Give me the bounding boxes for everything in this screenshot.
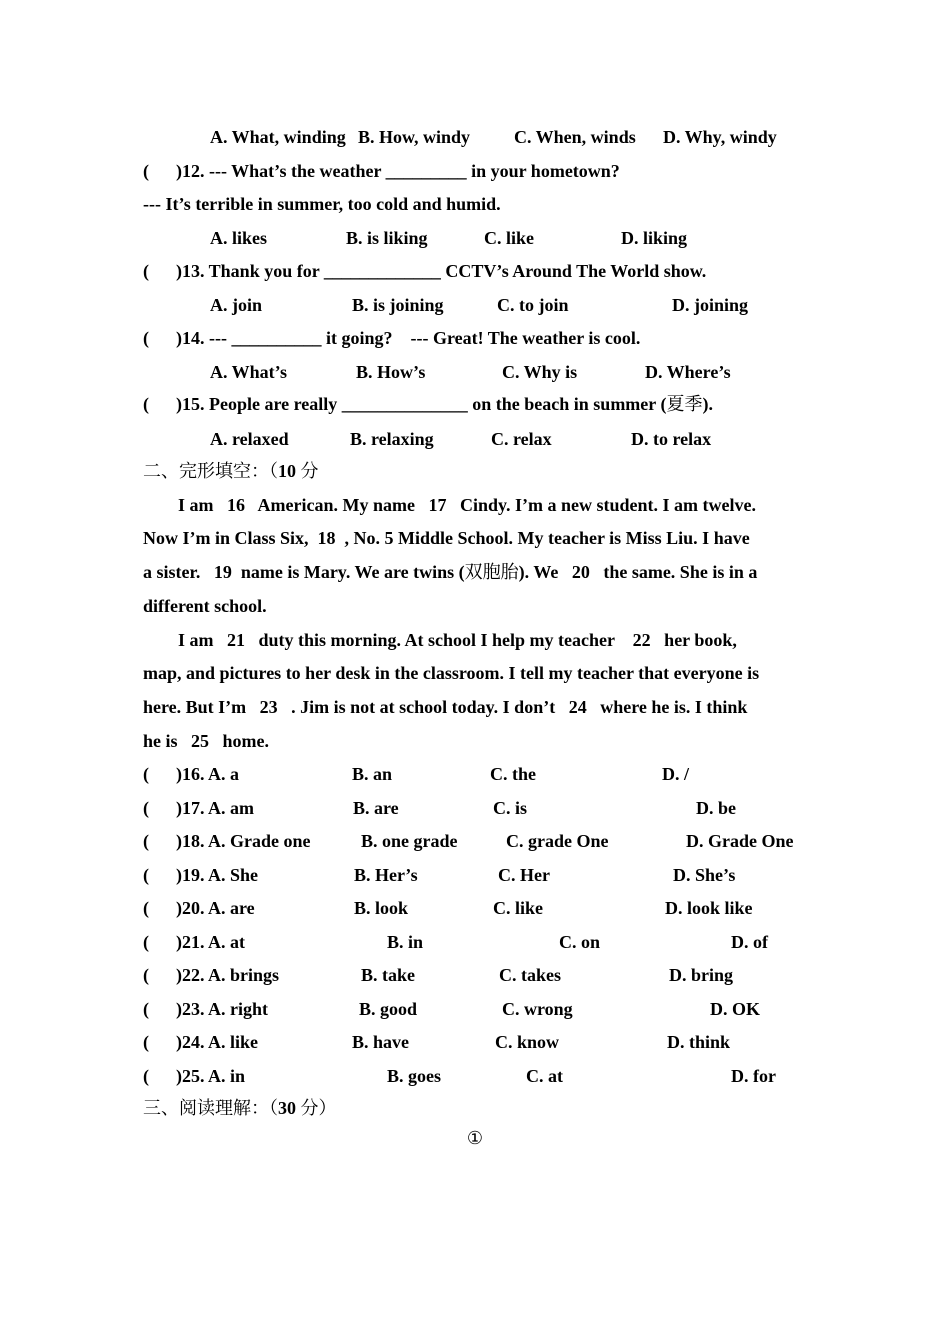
q15-stem: ( )15. People are really ______________ on the beach in summer (夏季). [143, 394, 713, 414]
q12-option-c: C. like [484, 228, 535, 248]
passage-line: here. But I’m 23 . Jim is not at school today. I don’t 24 where he is. I think [143, 697, 748, 717]
cloze-q21: ( )21. A. at [143, 932, 245, 952]
cloze-q17: ( )17. A. am [143, 798, 254, 818]
cloze-q25-b: B. goes [387, 1066, 441, 1086]
cloze-q18: ( )18. A. Grade one [143, 831, 311, 851]
passage-number: ① [466, 1128, 484, 1148]
cloze-q20-d: D. look like [665, 898, 753, 918]
q14-option-b: B. How’s [356, 362, 426, 382]
passage-line: I am 16 American. My name 17 Cindy. I’m a new student. I am twelve. [178, 495, 756, 515]
cloze-q17-d: D. be [696, 798, 736, 818]
cloze-q19-c: C. Her [498, 865, 550, 885]
cloze-q23: ( )23. A. right [143, 999, 268, 1019]
section2-heading: 二、完形填空：（10 分 [143, 461, 319, 481]
q12-stem: ( )12. --- What’s the weather _________ in your hometown? [143, 161, 620, 181]
passage-line: he is 25 home. [143, 731, 269, 751]
q15-option-a: A. relaxed [210, 429, 289, 449]
cloze-q18-c: C. grade One [506, 831, 609, 851]
passage-line: a sister. 19 name is Mary. We are twins (双胞胎). We 20 the same. She is in a [143, 562, 758, 582]
q12-option-b: B. is liking [346, 228, 428, 248]
q15-option-b: B. relaxing [350, 429, 434, 449]
cloze-q21-b: B. in [387, 932, 424, 952]
q13-option-c: C. to join [497, 295, 569, 315]
cloze-q25-c: C. at [526, 1066, 563, 1086]
q12-dialog: --- It’s terrible in summer, too cold and humid. [143, 194, 501, 214]
cloze-q20-c: C. like [493, 898, 544, 918]
cloze-q21-c: C. on [559, 932, 601, 952]
cloze-q23-c: C. wrong [502, 999, 573, 1019]
cloze-q16-d: D. / [662, 764, 689, 784]
cloze-q16: ( )16. A. a [143, 764, 239, 784]
cloze-q21-d: D. of [731, 932, 768, 952]
cloze-q18-d: D. Grade One [686, 831, 794, 851]
cloze-q16-c: C. the [490, 764, 536, 784]
cloze-q20-b: B. look [354, 898, 409, 918]
cloze-q22-b: B. take [361, 965, 415, 985]
cloze-q24: ( )24. A. like [143, 1032, 258, 1052]
cloze-q23-d: D. OK [710, 999, 761, 1019]
cloze-q25: ( )25. A. in [143, 1066, 246, 1086]
cloze-q25-d: D. for [731, 1066, 776, 1086]
q13-option-b: B. is joining [352, 295, 444, 315]
cloze-q22: ( )22. A. brings [143, 965, 280, 985]
cloze-q24-d: D. think [667, 1032, 731, 1052]
q13-stem: ( )13. Thank you for _____________ CCTV’s Around The World show. [143, 261, 707, 281]
cloze-q23-b: B. good [359, 999, 418, 1019]
cloze-q18-b: B. one grade [361, 831, 458, 851]
cloze-q19-b: B. Her’s [354, 865, 418, 885]
q14-option-d: D. Where’s [645, 362, 731, 382]
passage-line: map, and pictures to her desk in the classroom. I tell my teacher that everyone is [143, 663, 760, 683]
passage-line: I am 21 duty this morning. At school I help my teacher 22 her book, [178, 630, 737, 650]
section3-heading: 三、阅读理解：（30 分） [143, 1098, 337, 1118]
q11-option-a: A. What, winding [210, 127, 346, 147]
q15-option-c: C. relax [491, 429, 552, 449]
q14-option-c: C. Why is [502, 362, 578, 382]
cloze-q17-c: C. is [493, 798, 528, 818]
passage-line: Now I’m in Class Six, 18 , No. 5 Middle School. My teacher is Miss Liu. I have [143, 528, 750, 548]
q11-option-c: C. When, winds [514, 127, 636, 147]
q15-option-d: D. to relax [631, 429, 712, 449]
cloze-q24-b: B. have [352, 1032, 410, 1052]
q11-option-d: D. Why, windy [663, 127, 777, 147]
q14-stem: ( )14. --- __________ it going? --- Great! The weather is cool. [143, 328, 641, 348]
q12-option-a: A. likes [210, 228, 268, 248]
q14-option-a: A. What’s [210, 362, 288, 382]
passage-line: different school. [143, 596, 267, 616]
cloze-q22-d: D. bring [669, 965, 734, 985]
q11-option-b: B. How, windy [358, 127, 471, 147]
q12-option-d: D. liking [621, 228, 688, 248]
q13-option-d: D. joining [672, 295, 749, 315]
cloze-q19: ( )19. A. She [143, 865, 259, 885]
cloze-q22-c: C. takes [499, 965, 561, 985]
cloze-q20: ( )20. A. are [143, 898, 255, 918]
cloze-q24-c: C. know [495, 1032, 560, 1052]
cloze-q19-d: D. She’s [673, 865, 736, 885]
q13-option-a: A. join [210, 295, 263, 315]
cloze-q16-b: B. an [352, 764, 393, 784]
cloze-q17-b: B. are [353, 798, 399, 818]
